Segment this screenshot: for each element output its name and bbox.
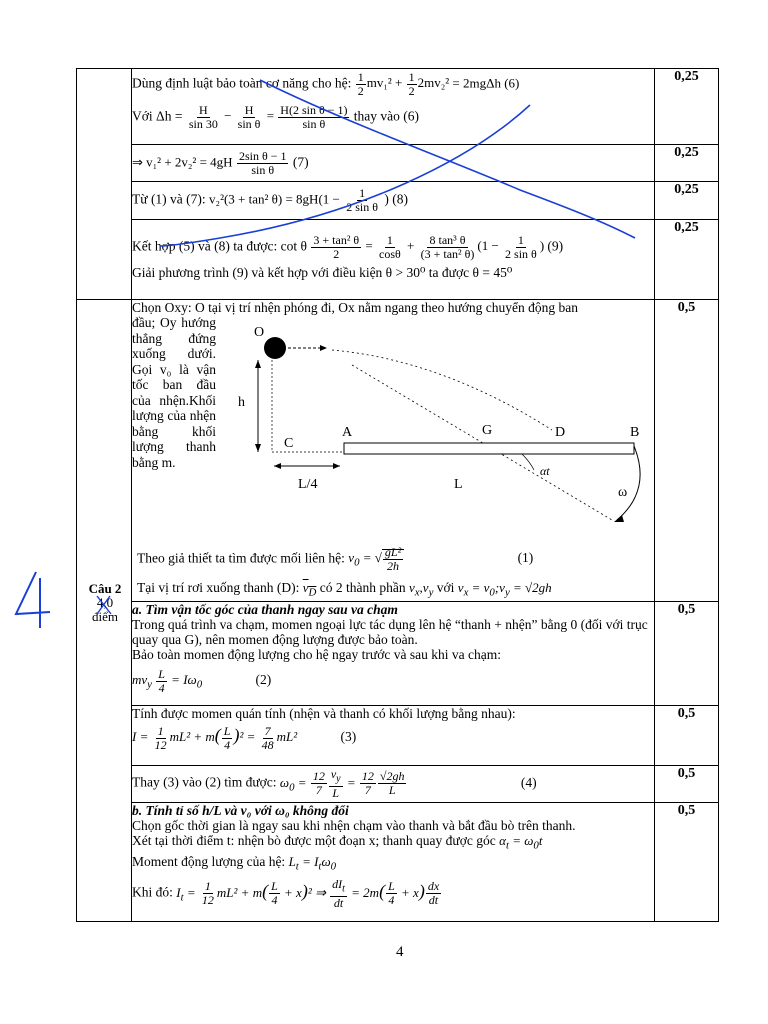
part-a-text1: Trong quá trình va chạm, momen ngoại lực tác dụng lên hệ “thanh + nhện” bằng 0 (đối với trục quay qua G), nên momen động lượng được bảo toàn. [132,617,648,647]
label-D: D [555,425,566,440]
inertia-eq-number: (3) [340,729,357,745]
label-C: C [284,436,294,451]
delta-h-tail: thay vào (6) [353,108,419,124]
question-score-unit: điểm [92,609,118,624]
row-eq8: Từ (1) và (7): v₂²(3 + tan² θ) = 8gH(1 − $\frac{1}{\text{2 sin θ}}$ ) (8) [132,182,655,220]
label-O: O [254,325,265,340]
points-cell: 0,25 [655,69,719,145]
relation-number: (1) [517,550,534,566]
part-b-text2: Xét tại thời điểm t: nhện bò được một đoạn x; thanh quay được góc [132,833,496,848]
eq9-tail: (9) [547,238,564,254]
part-a-text2: Bảo toàn momen động lượng cho hệ ngay trước và sau khi va chạm: [132,647,501,662]
row-eq7: ⇒ v₁² + 2v₂² = 4gH $\frac{\text{2sin θ − 1}}{\text{sin θ}}$ (7) [132,145,655,182]
label-L4: L/4 [298,477,318,492]
question-cell-empty [77,69,132,300]
label-alpha: αt [540,464,550,478]
part-b-text4: Khi đó: [132,884,173,900]
eq7-lead: ⇒ v₁² + 2v₂² = 4gH [132,154,233,170]
label-L: L [454,477,463,492]
omega0-eq-number: (4) [520,774,537,790]
label-B: B [630,425,640,440]
energy-text: Dùng định luật bảo toàn cơ năng cho hệ: [132,75,352,91]
page-number: 4 [396,944,404,960]
points-cell: 0,5 [655,300,719,602]
eq8-tail: ) (8) [384,191,408,207]
row-eq9: Kết hợp (5) và (8) ta được: cot θ $\frac{\text{3 + tan² θ}}{2}$ = $\frac{1}{\cos\theta}$ + $\frac{\text{8 tan³ θ}}{\text{(3 + tan² θ)}}$ (1 − $\frac{1}{\text{2 sin θ}}$ ) (9) Giải phương trình (9) và kết hợp với điều kiện θ > 30⁰ ta được θ = 45⁰ [132,220,655,300]
eq7-tail: (7) [292,154,309,170]
eq8-lead: Từ (1) và (7): [132,191,206,207]
label-omega: ω [618,485,628,500]
points-cell: 0,5 [655,706,719,766]
energy-eq-tail: = 2mgΔh (6) [452,75,520,91]
points-cell: 0,25 [655,220,719,300]
part-b-text1: Chọn gốc thời gian là ngay sau khi nhện chạm vào thanh và bắt đầu bò trên thanh. [132,818,576,833]
eq9-solution: Giải phương trình (9) và kết hợp với điều kiện θ > 30⁰ ta được θ = 45⁰ [132,265,513,280]
impact-tail: có 2 thành phần [319,580,406,595]
eq9-lead: Kết hợp (5) và (8) ta được: cot θ [132,238,308,254]
rotation-arrow-icon [614,515,624,522]
points-cell: 0,25 [655,145,719,182]
row-omega0: Thay (3) vào (2) tìm được: $\omega_0$ = $\frac{12}{7}$ $\frac{v_y}{L}$ = $\frac{12}{7}$ $\frac{√2gh}{L}$ (4) [132,766,655,803]
omega0-text: Thay (3) vào (2) tìm được: [132,774,277,790]
row-oxy-setup: Chọn Oxy: O tại vị trí nhện phóng đi, Ox nằm ngang theo hướng chuyển động ban đầu; Oy hướng thẳng đứng xuống dưới. Gọi v₀ là vận tốc ban đầu của nhện.Khối lượng của nhện bằng khối lượng thanh bằng m. Theo giả thiết ta tìm được mối liên hệ: $v_0$ = √ $\frac{\text{gL²}}{2h}$ (1) Tại vị trí rơi xuống thanh (D): $v_D$ có 2 thành phần $v_x,v_y$ với $v_x$ = $v_0;v_y = √2gh$ [132,300,655,602]
delta-h-lead: Với Δh = [132,108,183,124]
question-score: 4,0 [96,595,114,610]
handwritten-score-4 [16,572,50,628]
points-cell: 0,5 [655,803,719,922]
label-G: G [482,423,493,438]
question-label [78,582,132,624]
relation-text: Theo giả thiết ta tìm được mối liên hệ: [137,550,345,566]
oxy-intro: Chọn Oxy: O tại vị trí nhện phóng đi, Ox nằm ngang theo hướng chuyển động ban [132,300,579,315]
label-h: h [238,395,245,410]
impact-with: với [436,580,455,595]
row-part-a: a. Tìm vận tốc góc của thanh ngay sau va chạm Trong quá trình va chạm, momen ngoại lực tác dụng lên hệ “thanh + nhện” bằng 0 (đối với trục quay qua G), nên momen động lượng được bảo toàn. Bảo toàn momen động lượng cho hệ ngay trước và sau khi va chạm: $mv_y$ $\frac{L}{4}$ = $I\omega_0$ (2) [132,602,655,706]
rod-AB [344,443,634,454]
part-a-title: a. Tìm vận tốc góc của thanh ngay sau va chạm [132,602,398,617]
inertia-text: Tính được momen quán tính (nhện và thanh có khối lượng bằng nhau): [132,706,516,721]
points-cell: 0,5 [655,602,719,706]
part-a-eq-number: (2) [255,672,272,688]
part-b-title: b. Tính tỉ số h/L và v₀ với ω₀ không đổi [132,803,349,818]
row-part-b: b. Tính tỉ số h/L và v₀ với ω₀ không đổi Chọn gốc thời gian là ngay sau khi nhện chạm vào thanh và bắt đầu bò trên thanh. Xét tại thời điểm t: nhện bò được một đoạn x; thanh quay được góc $\alpha_t = \omega_0t$ Moment động lượng của hệ: $L_t = I_t\omega_0$ Khi đó: $I_t$ = $\frac{1}{12}$ mL² + m( $\frac{L}{4}$ + x)² ⇒ $\frac{dI_t}{dt}$ = 2m( $\frac{L}{4}$ + x) $\frac{dx}{dt}$ [132,803,655,922]
spider-dot [264,337,286,359]
row-energy-conservation: Dùng định luật bảo toàn cơ năng cho hệ: $\frac{1}{2}$ mv₁² + $\frac{1}{2}$ 2mv₂² = 2mgΔh (6) Với Δh = $\frac{H}{\sin 30}$ − $\frac{H}{\text{sin θ}}$ = $\frac{\text{H(2 sin θ − 1)}}{\text{sin θ}}$ thay vào (6) [132,69,655,145]
velocity-arrow-icon [320,345,327,351]
impact-text: Tại vị trí rơi xuống thanh (D): [137,580,300,595]
points-cell: 0,5 [655,766,719,803]
points-cell: 0,25 [655,182,719,220]
question-number: Câu 2 [88,581,122,596]
trajectory-path [332,350,552,430]
part-b-text3: Moment động lượng của hệ: [132,853,286,869]
row-inertia: Tính được momen quán tính (nhện và thanh có khối lượng bằng nhau): I = $\frac{1}{12}$ mL² + m( $\frac{L}{4}$ )² = $\frac{7}{48}$ mL² (3) [132,706,655,766]
oxy-side-text: đầu; Oy hướng thẳng đứng xuống dưới. Gọi v₀ là vận tốc ban đầu của nhện.Khối lượng của nhện bằng khối lượng thanh bằng m. [132,315,216,470]
label-A: A [342,425,353,440]
projectile-diagram [222,320,662,530]
eq8-body: v₂²(3 + tan² θ) = 8gH(1 − [209,191,340,207]
